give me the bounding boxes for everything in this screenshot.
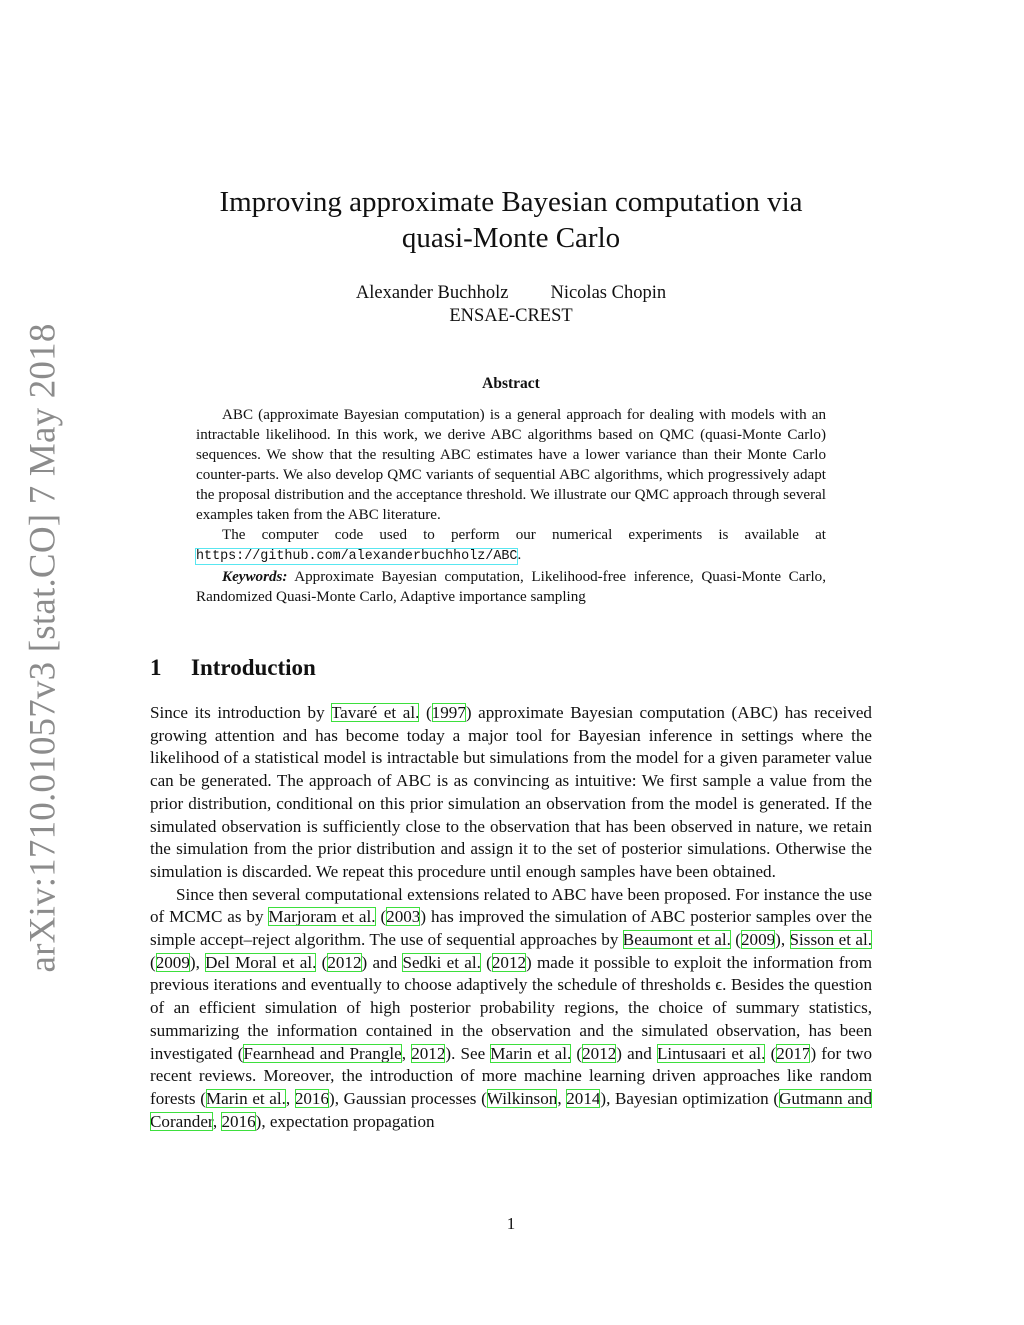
citation-year-link[interactable]: 2012 — [327, 952, 362, 972]
citation-year-link[interactable]: 2017 — [776, 1043, 811, 1063]
abstract — [196, 405, 826, 607]
text-run: , — [557, 1088, 567, 1108]
citation-link[interactable]: Gutmann and Corander — [150, 1088, 872, 1131]
code-url-link[interactable]: https://github.com/alexanderbuchholz/ABC — [196, 549, 518, 564]
text-run: Since its introduction by — [150, 703, 331, 722]
text-run: ). See — [445, 1043, 491, 1063]
author-chopin: Nicolas Chopin — [550, 283, 667, 303]
citation-year-link[interactable]: 2014 — [566, 1088, 601, 1108]
citation-year-link[interactable]: 2016 — [294, 1088, 330, 1108]
citation-link[interactable]: Marin et al. — [490, 1043, 572, 1063]
text-run: Since then several computational extensions related to ABC have been proposed. For instance the use of MCMC as by — [150, 884, 872, 927]
keywords — [196, 567, 826, 607]
text-run: ( — [375, 907, 387, 927]
text-run: ( — [765, 1043, 777, 1063]
text-run: ), — [189, 952, 206, 972]
intro-paragraph-2 — [150, 884, 872, 1134]
text-run: ( — [480, 952, 492, 972]
code-suffix: . — [517, 547, 522, 563]
text-run: , — [401, 1043, 412, 1063]
citation-link[interactable]: Lintusaari et al. — [656, 1043, 766, 1063]
title-line-2: quasi-Monte Carlo — [401, 222, 621, 254]
citation-year-link[interactable]: 2009 — [740, 930, 776, 950]
citation-link[interactable]: Tavaré et al. — [330, 703, 420, 722]
text-run: ) and — [361, 952, 403, 972]
text-run: , — [212, 1111, 222, 1131]
introduction-body — [150, 702, 872, 1133]
text-run: ), expectation propagation — [255, 1111, 435, 1131]
text-run: ( — [150, 952, 156, 972]
code-availability — [196, 525, 826, 567]
text-run: ) approximate Bayesian computation (ABC) has received growing attention and has become today a major tool for Bayesian inference in settings where the likelihood of a statistical model is intractable but simulations from the model for a given parameter value can be generated. The approach of ABC is as convincing as intuitive: We first sample a value from the prior distribution, conditional on this prior simulation an observation from the model is generated. If the simulated observation is sufficiently close to the observation that has been observed in nature, we retain the simulation from the prior distribution and assign it to the set of posterior simulations. Otherwise the simulation is discarded. We repeat this procedure until enough samples have been obtained. — [150, 703, 872, 881]
citation-link[interactable]: Del Moral et al. — [205, 952, 317, 972]
text-run: ), — [775, 930, 790, 950]
citation-link[interactable]: Sisson et al. — [789, 930, 872, 950]
title-line-1: Improving approximate Bayesian computation via — [219, 186, 803, 218]
affiliation: ENSAE-CREST — [449, 306, 573, 326]
arxiv-identifier: arXiv:1710.01057v3 [stat.CO] 7 May 2018 — [22, 323, 64, 973]
citation-link[interactable]: Fearnhead and Prangle — [243, 1043, 402, 1063]
text-run: ) made it possible to exploit the information from previous iterations and eventually to choose adaptively the schedule of thresholds ϵ. Besides the question of an efficient simulation of high posterior probability regions, the choice of summary statistics, summarizing the information contained in the observation and the simulated observation, has been investigated ( — [150, 952, 873, 1063]
text-run: ) and — [616, 1043, 657, 1063]
citation-link[interactable]: Beaumont et al. — [622, 930, 731, 950]
citation-year-link[interactable]: 2012 — [582, 1043, 617, 1063]
text-run: ( — [419, 703, 432, 722]
intro-paragraph-1 — [150, 702, 872, 884]
citation-year-link[interactable]: 1997 — [431, 703, 466, 722]
text-run: ( — [730, 930, 741, 950]
abstract-paragraph: ABC (approximate Bayesian computation) is a general approach for dealing with models with an intractable likelihood. In this work, we derive ABC algorithms based on QMC (quasi-Monte Carlo) sequences. We show that the resulting ABC estimates have a lower variance than their Monte Carlo counter-parts. We also develop QMC variants of sequential ABC algorithms, which progressively adapt the proposal distribution and the acceptance threshold. We illustrate our QMC approach through several examples taken from the ABC literature. — [196, 407, 826, 523]
citation-year-link[interactable]: 2012 — [491, 952, 527, 972]
text-run: ( — [571, 1043, 583, 1063]
citation-year-link[interactable]: 2012 — [411, 1043, 446, 1063]
text-run: ) has improved the simulation of ABC posterior samples over the simple accept–reject algorithm. The use of sequential approaches by — [150, 907, 873, 950]
citation-year-link[interactable]: 2003 — [386, 907, 421, 927]
citation-link[interactable]: Wilkinson — [486, 1088, 558, 1108]
text-run: ( — [316, 952, 328, 972]
text-run: ), Bayesian optimization ( — [600, 1088, 780, 1108]
section-heading-introduction — [150, 655, 316, 681]
citation-year-link[interactable]: 2016 — [221, 1111, 256, 1131]
paper-title — [150, 184, 872, 256]
section-title: Introduction — [191, 655, 316, 680]
text-run: , — [285, 1088, 295, 1108]
author-block — [150, 282, 872, 328]
text-run: ) for two recent reviews. Moreover, the introduction of more machine learning driven approaches like random forests ( — [150, 1043, 872, 1108]
keywords-text: Approximate Bayesian computation, Likelihood-free inference, Quasi-Monte Carlo, Randomized Quasi-Monte Carlo, Adaptive importance sampling — [196, 569, 826, 605]
citation-link[interactable]: Marjoram et al. — [268, 907, 376, 927]
author-buchholz: Alexander Buchholz — [355, 283, 509, 303]
citation-year-link[interactable]: 2009 — [155, 952, 190, 972]
citation-link[interactable]: Sedki et al. — [402, 952, 481, 972]
page-number: 1 — [506, 1214, 516, 1233]
abstract-heading: Abstract — [482, 375, 540, 392]
keywords-label: Keywords: — [222, 569, 288, 585]
citation-link[interactable]: Marin et al. — [205, 1088, 286, 1108]
code-text: The computer code used to perform our numerical experiments is available at — [222, 527, 826, 543]
section-number: 1 — [150, 655, 162, 680]
text-run: ), Gaussian processes ( — [329, 1088, 487, 1108]
